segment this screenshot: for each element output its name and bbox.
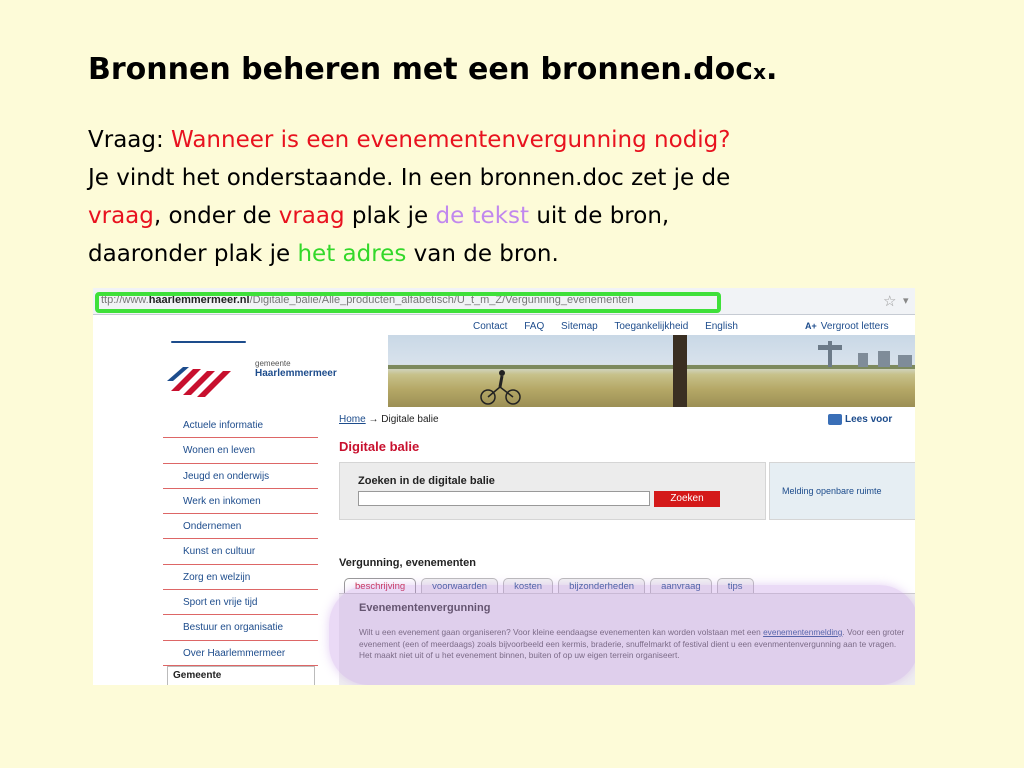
- side-navigation: [163, 413, 318, 666]
- logo-mark-icon: [163, 351, 253, 401]
- search-button[interactable]: Zoeken: [654, 491, 720, 507]
- panel-text: [359, 627, 911, 662]
- sidebar-item-ondernemen[interactable]: Ondernemen: [163, 514, 318, 539]
- vergroot-label: Vergroot letters: [820, 321, 889, 332]
- title-main: Bronnen beheren met een bronnen.doc: [88, 52, 754, 87]
- question-line: [88, 121, 988, 159]
- text-size-icon: A+: [805, 321, 817, 331]
- page-title: Digitale balie: [339, 439, 420, 454]
- lees-voor-label: Lees voor: [845, 414, 893, 426]
- text-uit: uit de bron,: [529, 203, 670, 229]
- breadcrumb-arrow: →: [365, 414, 382, 425]
- logo-gemeente: gemeente: [255, 359, 291, 368]
- url-highlight-marker: [95, 292, 721, 313]
- tab-aanvraag[interactable]: aanvraag: [650, 578, 712, 595]
- tab-tips[interactable]: tips: [717, 578, 754, 595]
- panel-text-part-2: . Voor een groter evenement (een of meerdaags) zoals bijvoorbeeld een kermis, braderie, snuffelmarkt of festival dient u een evenmentenvergunning aan te vragen. Het maakt niet uit of u het evenement binnen, buiten of op uw eigen terrein organiseert.: [359, 627, 905, 660]
- tab-voorwaarden[interactable]: voorwaarden: [421, 578, 498, 595]
- url-prefix: ttp://www.: [101, 294, 149, 306]
- sidebar-item-wonen-en-leven[interactable]: Wonen en leven: [163, 438, 318, 463]
- evenementenmelding-link[interactable]: evenementenmelding: [763, 627, 843, 637]
- topnav-faq[interactable]: FAQ: [524, 321, 545, 332]
- url-path: /Digitale_balie/Alle_producten_alfabetisch/U_t_m_Z/Vergunning_evenementen: [249, 294, 634, 306]
- vraag-label: Vraag:: [88, 127, 172, 153]
- word-vraag-2: vraag: [278, 203, 345, 229]
- instruction-line-1: Je vindt het onderstaande. In een bronnen.doc zet je de: [88, 165, 731, 191]
- top-navigation: [473, 321, 752, 332]
- tab-bijzonderheden[interactable]: bijzonderheden: [558, 578, 645, 595]
- breadcrumb-current: Digitale balie: [381, 414, 439, 425]
- browser-address-bar[interactable]: [93, 288, 915, 315]
- tab-kosten[interactable]: kosten: [503, 578, 553, 595]
- sidebar-item-jeugd-en-onderwijs[interactable]: Jeugd en onderwijs: [163, 464, 318, 489]
- dropdown-arrow-icon[interactable]: ▾: [903, 294, 909, 307]
- panel-title: Evenementenvergunning: [359, 602, 491, 614]
- banner-landscape-image: [388, 335, 915, 407]
- melding-panel: [769, 462, 915, 520]
- instruction-line-2: [88, 197, 988, 235]
- logo-haarlemmermeer: Haarlemmermeer: [255, 368, 337, 379]
- url-domain: haarlemmermeer.nl: [148, 294, 250, 306]
- instruction-line-3: [88, 235, 988, 273]
- search-label: Zoeken in de digitale balie: [358, 475, 495, 487]
- text-van: van de bron.: [406, 241, 559, 267]
- search-input[interactable]: [358, 491, 650, 506]
- sidebar-item-bestuur-en-organisatie[interactable]: Bestuur en organisatie: [163, 615, 318, 640]
- speaker-icon: [828, 414, 842, 425]
- vraag-text: Wanneer is een evenementenvergunning nodig?: [171, 127, 731, 153]
- website-screenshot: [93, 288, 915, 685]
- search-panel: [339, 462, 766, 520]
- topnav-sitemap[interactable]: Sitemap: [561, 321, 598, 332]
- title-period: .: [765, 52, 778, 87]
- text-plak: plak je: [344, 203, 436, 229]
- melding-openbare-ruimte-link[interactable]: Melding openbare ruimte: [782, 486, 882, 496]
- text-daaronder: daaronder plak je: [88, 241, 298, 267]
- slide-body: [88, 121, 988, 273]
- slide-title: [88, 52, 777, 87]
- sidebar-item-over-haarlemmermeer[interactable]: Over Haarlemmermeer: [163, 641, 318, 666]
- logo-swoosh: [171, 341, 246, 343]
- sidebar-item-werk-en-inkomen[interactable]: Werk en inkomen: [163, 489, 318, 514]
- word-tekst: de tekst: [435, 203, 530, 229]
- sidebar-item-actuele-informatie[interactable]: Actuele informatie: [163, 413, 318, 438]
- sidebar-item-zorg-en-welzijn[interactable]: Zorg en welzijn: [163, 565, 318, 590]
- topnav-contact[interactable]: Contact: [473, 321, 508, 332]
- section-heading: Vergunning, evenementen: [339, 557, 476, 569]
- word-adres: het adres: [297, 241, 407, 267]
- vergroot-letters-link[interactable]: [805, 321, 889, 332]
- tab-panel-beschrijving: [339, 593, 915, 685]
- sidebar-item-sport-en-vrije-tijd[interactable]: Sport en vrije tijd: [163, 590, 318, 615]
- panel-text-part-1: Wilt u een evenement gaan organiseren? Voor kleine eendaagse evenementen kan worden volstaan met een: [359, 627, 764, 637]
- word-vraag-1: vraag: [88, 203, 154, 229]
- title-suffix: x: [753, 60, 766, 84]
- sidebar-item-kunst-en-cultuur[interactable]: Kunst en cultuur: [163, 539, 318, 564]
- bookmark-star-icon[interactable]: ☆: [883, 292, 897, 310]
- text-comma: , onder de: [153, 203, 279, 229]
- breadcrumb: [339, 414, 439, 425]
- topnav-toegankelijkheid[interactable]: Toegankelijkheid: [614, 321, 689, 332]
- tab-beschrijving[interactable]: beschrijving: [344, 578, 416, 595]
- logo[interactable]: [163, 333, 388, 408]
- header-banner-photo: [388, 335, 915, 407]
- breadcrumb-home[interactable]: Home: [339, 414, 366, 425]
- lees-voor-button[interactable]: [828, 414, 892, 425]
- sidebar-gemeente-box: Gemeente: [167, 666, 315, 685]
- topnav-english[interactable]: English: [705, 321, 738, 332]
